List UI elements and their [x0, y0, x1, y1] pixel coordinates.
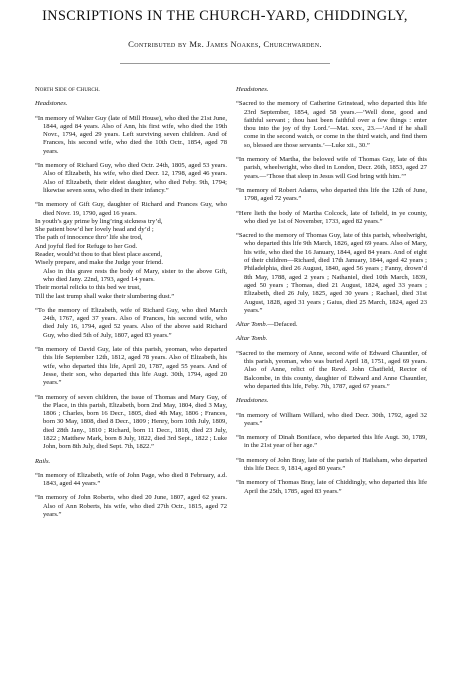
- subheading: Headstones.: [35, 100, 68, 108]
- right-column: [236, 64, 427, 496]
- verse-line: In youth’s gay prime by ling’ring sickness try’d,: [35, 217, 163, 225]
- section-heading: North Side of Church.: [35, 86, 100, 93]
- page-title: INSCRIPTIONS IN THE CHURCH-YARD, CHIDDINGLY,: [42, 8, 408, 24]
- verse-line: Their mortal relicks to this bed we trust,: [35, 284, 141, 292]
- defaced-label: Altar Tomb.: [236, 321, 268, 329]
- inscription: “In memory of John Roberts, who died 20 June, 1807, aged 62 years. Also of Ann Roberts, his wife, who died 27th Octr., 1815, aged 72 years.”: [35, 494, 227, 519]
- inscription: “In memory of Richard Guy, who died Octr. 24th, 1805, aged 53 years. Also of Elizabeth, his wife, who died Decr. 12, 1798, aged 46 years. Also of Elizabeth, their eldest daughter, who died Feby. 9th, 1794; likewise seven sons, who died in their infancy.”: [35, 162, 227, 194]
- inscription: “In memory of Robert Adams, who departed this life the 12th of June, 1798, aged 72 years.”: [236, 186, 427, 203]
- inscription: “To the memory of Elizabeth, wife of Richard Guy, who died March 24th, 1767, aged 37 years. Also of Frances, his second wife, who died July 16, 1794, aged 52 years. Also of the above said Richard Guy, who died 5th of July, 1807, aged 83 years.”: [35, 306, 227, 339]
- subheading: Rails.: [35, 457, 51, 465]
- inscription: “In memory of David Guy, late of this parish, yeoman, who departed this life September 12th, 1812, aged 78 years. Also of Elizabeth, his wife, who departed this life, April 20, 1787, aged 55 years. And of Jesse, their son, who departed this life Augt. 30th, 1794, aged 20 years.”: [35, 346, 227, 387]
- inscription: “In memory of Thomas Bray, late of Chiddingly, who departed this life April the 25th, 1785, aged 83 years.”: [236, 479, 427, 495]
- inscription: “In memory of Dinah Boniface, who departed this life Augt. 30, 1789, in the 21st year of her age.”: [236, 434, 427, 450]
- inscription: “In memory of William Willard, who died Decr. 30th, 1792, aged 32 years.”: [236, 411, 427, 427]
- verse-line: Wisely prepare, and make the Judge your friend.: [35, 259, 164, 267]
- inscription: “In memory of Elizabeth, wife of John Page, who died 8 February, a.d. 1843, aged 44 years.”: [35, 471, 227, 488]
- defaced-note: [236, 321, 427, 329]
- subheading: Headstones.: [236, 86, 269, 93]
- verse-line: She patient bow’d her lovely head and dy’d ;: [35, 226, 154, 234]
- left-column: [35, 64, 227, 519]
- inscription: “In memory of Walter Guy (late of Mill House), who died the 21st June, 1844, aged 84 years. Also of Ann, his first wife, who died the 19th Novr., 1794, aged 29 years. Left surviving seven children. And of Frances, his second wife, who died the 10th Octr., 1854, aged 78 years.: [35, 114, 227, 155]
- verse-line: Reader, would’st thou to that blest place ascend,: [35, 251, 162, 259]
- inscription: “Here lieth the body of Martha Colcock, late of Isfield, in ye county, who died ye 1st of November, 1733, aged 82 years.”: [236, 209, 427, 225]
- inscription: “In memory of John Bray, late of the parish of Hailsham, who departed this life Decr. 9, 1814, aged 80 years.”: [236, 456, 427, 472]
- subheading: Altar Tomb.: [236, 335, 268, 343]
- inscription: “Sacred to the memory of Thomas Guy, late of this parish, wheelwright, who departed this life 9th March, 1826, aged 69 years. Also of Mary, his wife, who died the 16 January, 1844, aged 84 years. And of eight of their children—Richard, died 17th January, 1844, aged 42 years ; Philadelphia, died 26 August, 1840, aged 56 years ; Fanny, drown’d 8th May, 1788, aged 2 years ; Nathaniel, died 10th March, 1839, aged 50 years ; Thomas, died 21 August, 1824, aged 33 years ; Elizabeth, died 26 July, 1825, aged 30 years ; Rachael, died 31st August, 1828, aged 31 years ; Gaius, died 25 March, 1824, aged 23 years.”: [236, 232, 427, 314]
- inscription-continuation: Also in this grave rests the body of Mary, sister to the above Gift, who died Jany. 22nd, 1793, aged 14 years.: [43, 267, 227, 283]
- inscription: “In memory of Martha, the beloved wife of Thomas Guy, late of this parish, wheelwright, who died in London, Decr. 26th, 1853, aged 27 years.—‘Those that sleep in Jesus will God bring with him.’”: [236, 156, 427, 180]
- inscription: “Sacred to the memory of Anne, second wife of Edward Chauntler, of this parish, yeoman, who was buried April 18, 1751, aged 69 years. Also of Anne, relict of the Revd. John Chatfield, Rector of Balcombe, in this county, daughter of Edward and Anne Chauntler, who departed this life, Feby. 7th, 1787, aged 67 years.”: [236, 349, 427, 390]
- verse-line: The path of innocence thro’ life she trod,: [35, 234, 143, 242]
- inscription: “In memory of seven children, the issue of Thomas and Mary Guy, of the Place, in this parish, Elizabeth, born 2nd May, 1804, died 3 May, 1806 ; Charles, born 16 Decr., 1805, died 4th May, 1806 ; Frances, born 30 May, 1808, died 8 Decr., 1809 ; Henry, born 10th July, 1809, died 28th Jany., 1810 ; Richard, born 11 Decr., 1818, died 23 July, 1822 ; Matthew Mark, born 8 July, 1822, died 3rd Sept., 1822 ; Luke John, born 8th July, died Sept. 7th, 1822.”: [35, 393, 227, 451]
- page-subtitle: Contributed by Mr. James Noakes, Churchwarden.: [128, 39, 322, 49]
- verse-line: Till the last trump shall wake their slumbering dust.”: [35, 292, 175, 300]
- verse-line: And joyful fled for Refuge to her God.: [35, 242, 138, 250]
- inscription: “Sacred to the memory of Catherine Grinstead, who departed this life 23rd September, 1854, aged 58 years.—‘Well done, good and faithful servant ; thou hast been faithful over a few things : enter thou into the joy of thy Lord.’—Mat. xxv., 23.—‘And if he shall come in the second watch, or come in the third watch, and find them so, blessed are those servants.’—Luke xii., 30.”: [236, 100, 427, 149]
- subheading: Headstones.: [236, 397, 269, 405]
- defaced-text: —Defaced.: [267, 321, 298, 329]
- inscription: “In memory of Gift Guy, daughter of Richard and Frances Guy, who died Novr. 19, 1790, aged 16 years.: [35, 201, 227, 217]
